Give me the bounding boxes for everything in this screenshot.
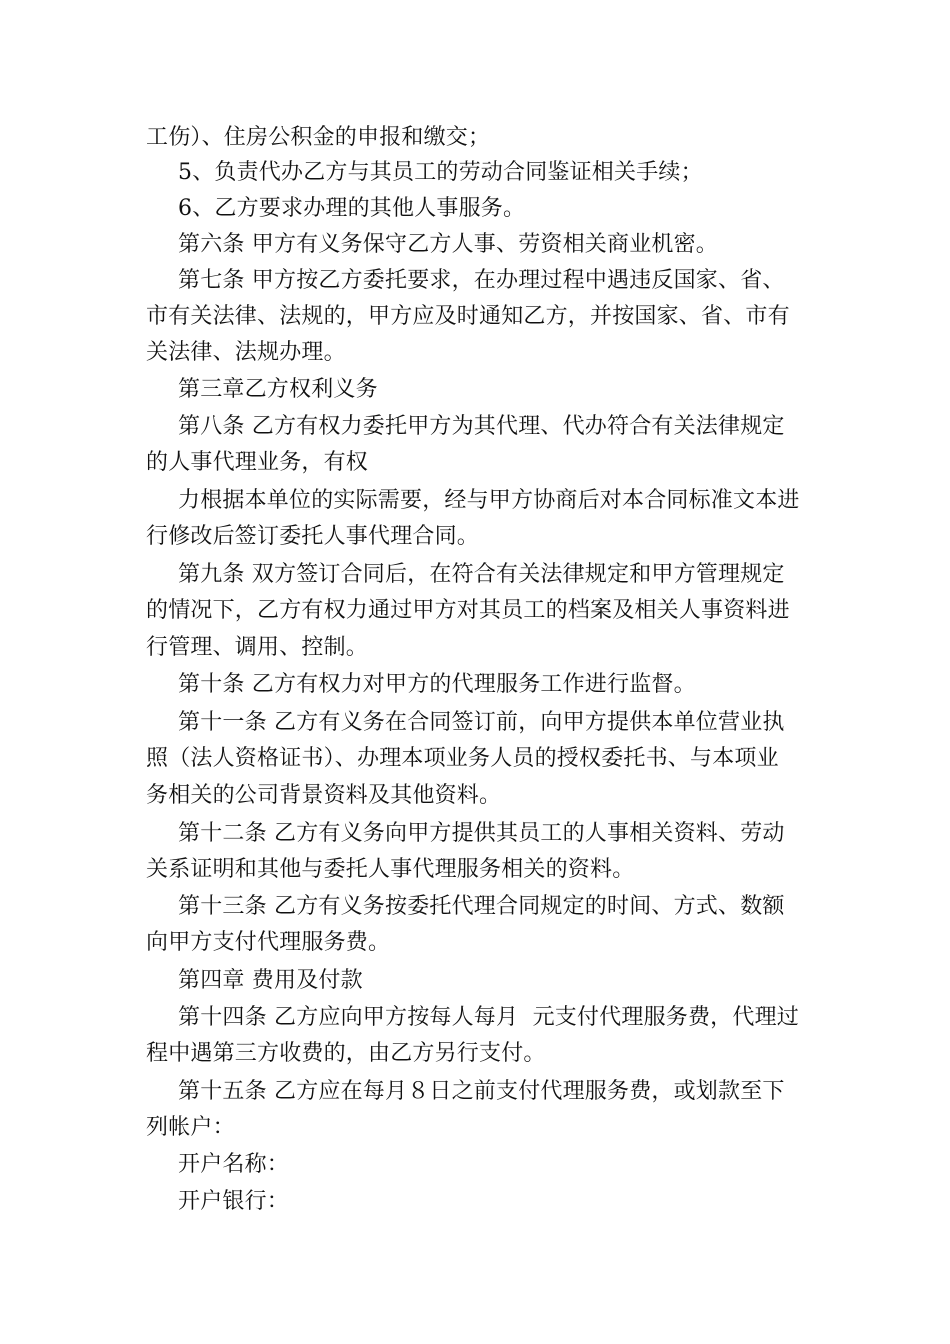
text-line: 行管理、调用、控制。 [146, 635, 369, 660]
text-line: 6、乙方要求办理的其他人事服务。 [178, 196, 526, 221]
text-line: 关系证明和其他与委托人事代理服务相关的资料。 [146, 857, 635, 882]
text-line: 市有关法律、法规的，甲方应及时通知乙方，并按国家、省、市有 [146, 304, 790, 329]
text-line: 的情况下，乙方有权力通过甲方对其员工的档案及相关人事资料进 [146, 598, 790, 623]
text-line: 向甲方支付代理服务费。 [146, 930, 391, 955]
text-line: 第十五条 乙方应在每月８日之前支付代理服务费，或划款至下 [178, 1079, 785, 1104]
text-line: 5、负责代办乙方与其员工的劳动合同鉴证相关手续； [178, 160, 703, 185]
text-line: 第十三条 乙方有义务按委托代理合同规定的时间、方式、数额 [178, 894, 785, 919]
text-line: 力根据本单位的实际需要，经与甲方协商后对本合同标准文本进 [178, 488, 800, 513]
text-line: 第十一条 乙方有义务在合同签订前，向甲方提供本单位营业执 [178, 710, 785, 735]
text-line: 照（法人资格证书）、办理本项业务人员的授权委托书、与本项业 [146, 746, 779, 771]
text-line: 第九条 双方签订合同后，在符合有关法律规定和甲方管理规定 [178, 562, 785, 587]
text-line: 务相关的公司背景资料及其他资料。 [146, 783, 502, 808]
text-line: 第十条 乙方有权力对甲方的代理服务工作进行监督。 [178, 672, 696, 697]
text-line: 行修改后签订委托人事代理合同。 [146, 524, 480, 549]
text-line: 的人事代理业务，有权 [146, 450, 369, 475]
text-line: 第十二条 乙方有义务向甲方提供其员工的人事相关资料、劳动 [178, 821, 785, 846]
text-line: 开户银行： [178, 1189, 290, 1214]
text-line: 关法律、法规办理。 [146, 340, 346, 365]
text-line: 程中遇第三方收费的，由乙方另行支付。 [146, 1041, 546, 1066]
text-line: 第八条 乙方有权力委托甲方为其代理、代办符合有关法律规定 [178, 414, 785, 439]
text-line: 列帐户： [146, 1115, 235, 1140]
chapter-heading: 第四章 费用及付款 [178, 968, 363, 993]
text-line: 第七条 甲方按乙方委托要求，在办理过程中遇违反国家、省、 [178, 268, 785, 293]
text-line: 第六条 甲方有义务保守乙方人事、劳资相关商业机密。 [178, 232, 718, 257]
text-line: 第十四条 乙方应向甲方按每人每月 元支付代理服务费，代理过 [178, 1005, 799, 1030]
chapter-heading: 第三章乙方权利义务 [178, 377, 378, 402]
text-line: 开户名称： [178, 1152, 290, 1177]
text-line: 工伤）、住房公积金的申报和缴交； [146, 125, 491, 150]
